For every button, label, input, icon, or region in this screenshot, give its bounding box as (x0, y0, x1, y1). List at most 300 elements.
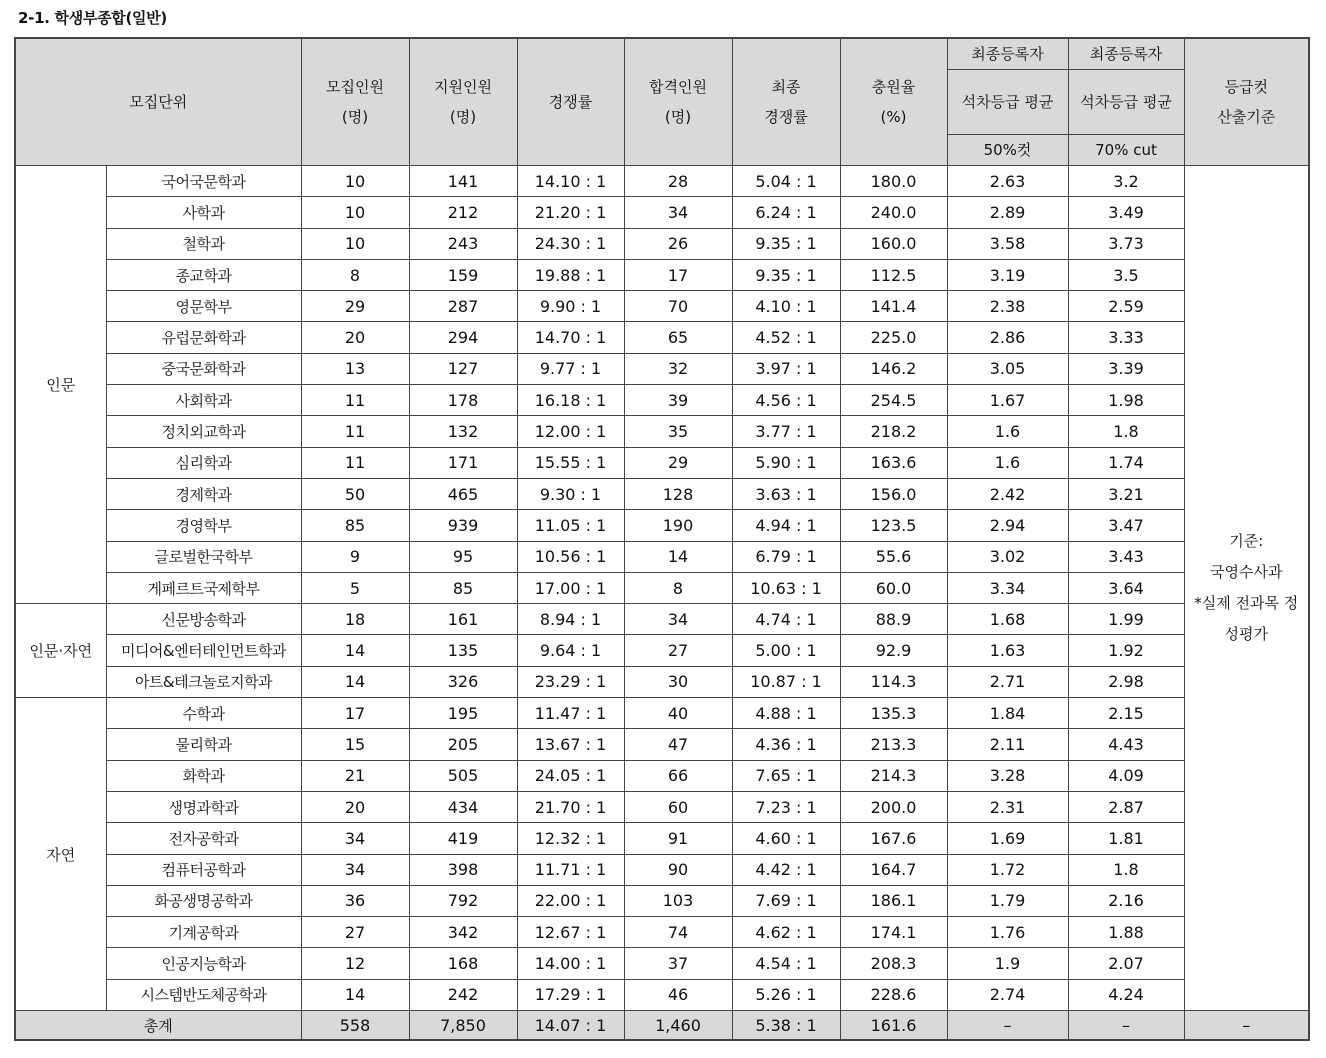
table-row (15, 917, 1309, 948)
table-cell: 4.24 (1068, 979, 1184, 1010)
table-cell: 4.10 : 1 (732, 291, 840, 322)
table-cell: 213.3 (840, 729, 947, 760)
table-cell: 95 (409, 541, 517, 572)
admissions-table (14, 37, 1310, 1041)
table-cell: 17.29 : 1 (517, 979, 624, 1010)
table-cell: 20 (301, 791, 409, 822)
department-name: 종교학과 (106, 259, 301, 290)
table-cell: 294 (409, 322, 517, 353)
department-name: 신문방송학과 (106, 604, 301, 635)
table-cell: 14.70 : 1 (517, 322, 624, 353)
table-cell: 3.39 (1068, 353, 1184, 384)
table-cell: 205 (409, 729, 517, 760)
table-cell: 1.84 (947, 698, 1068, 729)
table-row (15, 197, 1309, 228)
table-cell: 1.88 (1068, 917, 1184, 948)
department-name: 사학과 (106, 197, 301, 228)
table-cell: 1.81 (1068, 823, 1184, 854)
department-name: 아트&테크놀로지학과 (106, 666, 301, 697)
department-name: 국어국문학과 (106, 166, 301, 197)
table-cell: 40 (624, 698, 732, 729)
table-cell: 287 (409, 291, 517, 322)
table-cell: 1.98 (1068, 385, 1184, 416)
department-name: 게페르트국제학부 (106, 572, 301, 603)
table-cell: 465 (409, 478, 517, 509)
header-reg50-bot: 50%컷 (947, 135, 1068, 166)
total-cell: 14.07 : 1 (517, 1011, 624, 1041)
table-cell: 2.98 (1068, 666, 1184, 697)
department-name: 인공지능학과 (106, 948, 301, 979)
table-cell: 240.0 (840, 197, 947, 228)
table-cell: 2.74 (947, 979, 1068, 1010)
table-cell: 21 (301, 760, 409, 791)
table-cell: 14.10 : 1 (517, 166, 624, 197)
table-cell: 21.70 : 1 (517, 791, 624, 822)
table-cell: 3.73 (1068, 228, 1184, 259)
department-name: 화학과 (106, 760, 301, 791)
table-row (15, 666, 1309, 697)
table-cell: 6.24 : 1 (732, 197, 840, 228)
table-cell: 3.28 (947, 760, 1068, 791)
table-cell: 46 (624, 979, 732, 1010)
table-cell: 29 (624, 447, 732, 478)
table-row (15, 885, 1309, 916)
table-cell: 66 (624, 760, 732, 791)
table-cell: 3.77 : 1 (732, 416, 840, 447)
table-cell: 146.2 (840, 353, 947, 384)
table-cell: 2.31 (947, 791, 1068, 822)
department-name: 심리학과 (106, 447, 301, 478)
total-label: 총계 (15, 1011, 301, 1041)
table-cell: 123.5 (840, 510, 947, 541)
table-cell: 1.69 (947, 823, 1068, 854)
table-cell: 2.38 (947, 291, 1068, 322)
total-cell: – (1184, 1011, 1309, 1041)
table-cell: 12.32 : 1 (517, 823, 624, 854)
table-cell: 39 (624, 385, 732, 416)
table-cell: 14 (301, 666, 409, 697)
department-name: 화공생명공학과 (106, 885, 301, 916)
table-cell: 103 (624, 885, 732, 916)
table-cell: 9.30 : 1 (517, 478, 624, 509)
header-reg50-mid: 석차등급 평균 (947, 70, 1068, 135)
table-cell: 156.0 (840, 478, 947, 509)
table-cell: 2.89 (947, 197, 1068, 228)
table-cell: 85 (409, 572, 517, 603)
table-cell: 128 (624, 478, 732, 509)
table-cell: 17 (624, 259, 732, 290)
total-cell: 5.38 : 1 (732, 1011, 840, 1041)
table-cell: 12.00 : 1 (517, 416, 624, 447)
table-cell: 342 (409, 917, 517, 948)
table-cell: 3.05 (947, 353, 1068, 384)
table-cell: 7.65 : 1 (732, 760, 840, 791)
table-cell: 36 (301, 885, 409, 916)
table-cell: 190 (624, 510, 732, 541)
table-cell: 20 (301, 322, 409, 353)
table-cell: 74 (624, 917, 732, 948)
department-name: 경영학부 (106, 510, 301, 541)
table-cell: 3.97 : 1 (732, 353, 840, 384)
table-row (15, 948, 1309, 979)
table-cell: 5 (301, 572, 409, 603)
table-cell: 114.3 (840, 666, 947, 697)
table-cell: 326 (409, 666, 517, 697)
table-cell: 17.00 : 1 (517, 572, 624, 603)
table-cell: 17 (301, 698, 409, 729)
table-cell: 4.43 (1068, 729, 1184, 760)
table-cell: 2.16 (1068, 885, 1184, 916)
table-cell: 37 (624, 948, 732, 979)
table-cell: 2.07 (1068, 948, 1184, 979)
table-cell: 2.94 (947, 510, 1068, 541)
table-cell: 10 (301, 197, 409, 228)
department-name: 기계공학과 (106, 917, 301, 948)
table-cell: 8 (624, 572, 732, 603)
table-cell: 1.67 (947, 385, 1068, 416)
group-label: 인문·자연 (15, 604, 106, 698)
table-cell: 200.0 (840, 791, 947, 822)
table-cell: 5.04 : 1 (732, 166, 840, 197)
table-cell: 127 (409, 353, 517, 384)
table-cell: 1.79 (947, 885, 1068, 916)
table-cell: 939 (409, 510, 517, 541)
table-cell: 8.94 : 1 (517, 604, 624, 635)
table-cell: 10 (301, 228, 409, 259)
table-cell: 8 (301, 259, 409, 290)
table-cell: 14 (624, 541, 732, 572)
table-row (15, 510, 1309, 541)
table-cell: 505 (409, 760, 517, 791)
table-cell: 3.64 (1068, 572, 1184, 603)
table-cell: 34 (624, 197, 732, 228)
department-name: 글로벌한국학부 (106, 541, 301, 572)
table-cell: 15 (301, 729, 409, 760)
table-cell: 4.42 : 1 (732, 854, 840, 885)
table-cell: 1.74 (1068, 447, 1184, 478)
table-cell: 2.11 (947, 729, 1068, 760)
table-cell: 4.60 : 1 (732, 823, 840, 854)
table-cell: 12 (301, 948, 409, 979)
page-title: 2-1. 학생부종합(일반) (18, 9, 167, 27)
table-cell: 10.87 : 1 (732, 666, 840, 697)
table-cell: 9.90 : 1 (517, 291, 624, 322)
table-cell: 4.52 : 1 (732, 322, 840, 353)
total-cell: 161.6 (840, 1011, 947, 1041)
table-cell: 112.5 (840, 259, 947, 290)
table-cell: 1.6 (947, 447, 1068, 478)
table-cell: 168 (409, 948, 517, 979)
table-cell: 11 (301, 447, 409, 478)
table-cell: 1.92 (1068, 635, 1184, 666)
department-name: 미디어&엔터테인먼트학과 (106, 635, 301, 666)
table-cell: 55.6 (840, 541, 947, 572)
table-cell: 3.2 (1068, 166, 1184, 197)
table-cell: 174.1 (840, 917, 947, 948)
table-cell: 26 (624, 228, 732, 259)
table-cell: 1.99 (1068, 604, 1184, 635)
table-cell: 7.23 : 1 (732, 791, 840, 822)
table-row (15, 979, 1309, 1010)
total-cell: – (947, 1011, 1068, 1041)
table-cell: 208.3 (840, 948, 947, 979)
table-cell: 141.4 (840, 291, 947, 322)
table-cell: 792 (409, 885, 517, 916)
table-row (15, 166, 1309, 197)
table-cell: 4.88 : 1 (732, 698, 840, 729)
table-row (15, 698, 1309, 729)
table-row (15, 478, 1309, 509)
table-cell: 212 (409, 197, 517, 228)
table-cell: 85 (301, 510, 409, 541)
group-label: 인문 (15, 166, 106, 604)
table-cell: 4.36 : 1 (732, 729, 840, 760)
table-cell: 7.69 : 1 (732, 885, 840, 916)
table-cell: 9.35 : 1 (732, 259, 840, 290)
table-cell: 1.9 (947, 948, 1068, 979)
table-row (15, 729, 1309, 760)
table-cell: 9.77 : 1 (517, 353, 624, 384)
table-row (15, 604, 1309, 635)
table-cell: 3.5 (1068, 259, 1184, 290)
table-cell: 3.33 (1068, 322, 1184, 353)
header-fill-rate: 충원율 (%) (840, 38, 947, 166)
table-cell: 11.71 : 1 (517, 854, 624, 885)
table-cell: 70 (624, 291, 732, 322)
table-cell: 28 (624, 166, 732, 197)
table-cell: 91 (624, 823, 732, 854)
department-name: 철학과 (106, 228, 301, 259)
table-cell: 14 (301, 635, 409, 666)
table-cell: 3.34 (947, 572, 1068, 603)
table-cell: 22.00 : 1 (517, 885, 624, 916)
header-applicants: 지원인원 (명) (409, 38, 517, 166)
table-cell: 4.74 : 1 (732, 604, 840, 635)
table-cell: 254.5 (840, 385, 947, 416)
table-cell: 12.67 : 1 (517, 917, 624, 948)
table-row (15, 353, 1309, 384)
table-cell: 135 (409, 635, 517, 666)
table-cell: 4.62 : 1 (732, 917, 840, 948)
table-cell: 5.26 : 1 (732, 979, 840, 1010)
header-reg70-top: 최종등록자 (1068, 38, 1184, 70)
table-cell: 14.00 : 1 (517, 948, 624, 979)
table-body (15, 166, 1309, 1041)
table-cell: 243 (409, 228, 517, 259)
department-name: 중국문화학과 (106, 353, 301, 384)
department-name: 유럽문화학과 (106, 322, 301, 353)
table-row (15, 760, 1309, 791)
table-cell: 2.71 (947, 666, 1068, 697)
table-cell: 2.86 (947, 322, 1068, 353)
department-name: 수학과 (106, 698, 301, 729)
table-row (15, 572, 1309, 603)
table-cell: 9 (301, 541, 409, 572)
table-header (15, 38, 1309, 166)
header-unit: 모집단위 (15, 38, 301, 166)
table-row (15, 791, 1309, 822)
total-row (15, 1011, 1309, 1041)
table-cell: 4.09 (1068, 760, 1184, 791)
table-cell: 1.76 (947, 917, 1068, 948)
table-cell: 2.63 (947, 166, 1068, 197)
header-reg50-top: 최종등록자 (947, 38, 1068, 70)
table-cell: 3.02 (947, 541, 1068, 572)
table-cell: 24.05 : 1 (517, 760, 624, 791)
department-name: 사회학과 (106, 385, 301, 416)
table-cell: 2.42 (947, 478, 1068, 509)
table-cell: 3.49 (1068, 197, 1184, 228)
header-final-ratio: 최종 경쟁률 (732, 38, 840, 166)
table-cell: 3.19 (947, 259, 1068, 290)
table-cell: 1.72 (947, 854, 1068, 885)
table-row (15, 259, 1309, 290)
table-cell: 88.9 (840, 604, 947, 635)
table-cell: 135.3 (840, 698, 947, 729)
table-cell: 9.35 : 1 (732, 228, 840, 259)
table-row (15, 635, 1309, 666)
table-cell: 163.6 (840, 447, 947, 478)
table-cell: 34 (624, 604, 732, 635)
table-row (15, 228, 1309, 259)
table-cell: 5.90 : 1 (732, 447, 840, 478)
table-cell: 2.87 (1068, 791, 1184, 822)
table-cell: 242 (409, 979, 517, 1010)
table-cell: 218.2 (840, 416, 947, 447)
header-reg70-bot: 70% cut (1068, 135, 1184, 166)
department-name: 컴퓨터공학과 (106, 854, 301, 885)
table-cell: 60 (624, 791, 732, 822)
table-cell: 21.20 : 1 (517, 197, 624, 228)
table-cell: 6.79 : 1 (732, 541, 840, 572)
table-cell: 65 (624, 322, 732, 353)
table-cell: 13 (301, 353, 409, 384)
department-name: 전자공학과 (106, 823, 301, 854)
table-row (15, 447, 1309, 478)
table-cell: 160.0 (840, 228, 947, 259)
table-cell: 3.21 (1068, 478, 1184, 509)
table-cell: 132 (409, 416, 517, 447)
table-cell: 10.56 : 1 (517, 541, 624, 572)
table-cell: 164.7 (840, 854, 947, 885)
table-cell: 5.00 : 1 (732, 635, 840, 666)
table-cell: 3.58 (947, 228, 1068, 259)
table-cell: 15.55 : 1 (517, 447, 624, 478)
table-cell: 27 (624, 635, 732, 666)
total-cell: – (1068, 1011, 1184, 1041)
table-cell: 1.6 (947, 416, 1068, 447)
department-name: 경제학과 (106, 478, 301, 509)
table-cell: 11 (301, 416, 409, 447)
table-cell: 1.8 (1068, 854, 1184, 885)
table-row (15, 416, 1309, 447)
table-cell: 178 (409, 385, 517, 416)
table-cell: 10.63 : 1 (732, 572, 840, 603)
table-cell: 27 (301, 917, 409, 948)
table-cell: 1.8 (1068, 416, 1184, 447)
table-cell: 35 (624, 416, 732, 447)
table-cell: 92.9 (840, 635, 947, 666)
table-cell: 214.3 (840, 760, 947, 791)
table-cell: 141 (409, 166, 517, 197)
table-cell: 398 (409, 854, 517, 885)
table-row (15, 541, 1309, 572)
header-reg70-mid: 석차등급 평균 (1068, 70, 1184, 135)
header-quota: 모집인원 (명) (301, 38, 409, 166)
table-cell: 2.15 (1068, 698, 1184, 729)
table-cell: 50 (301, 478, 409, 509)
table-cell: 3.43 (1068, 541, 1184, 572)
table-cell: 4.56 : 1 (732, 385, 840, 416)
table-cell: 60.0 (840, 572, 947, 603)
table-cell: 161 (409, 604, 517, 635)
total-cell: 7,850 (409, 1011, 517, 1041)
table-cell: 1.63 (947, 635, 1068, 666)
table-cell: 419 (409, 823, 517, 854)
table-row (15, 854, 1309, 885)
table-cell: 11.47 : 1 (517, 698, 624, 729)
table-cell: 23.29 : 1 (517, 666, 624, 697)
table-cell: 2.59 (1068, 291, 1184, 322)
table-cell: 9.64 : 1 (517, 635, 624, 666)
table-cell: 29 (301, 291, 409, 322)
basis-note: 기준: 국영수사과 *실제 전과목 정 성평가 (1184, 166, 1309, 1011)
table-cell: 3.63 : 1 (732, 478, 840, 509)
table-cell: 10 (301, 166, 409, 197)
header-ratio: 경쟁률 (517, 38, 624, 166)
table-cell: 4.94 : 1 (732, 510, 840, 541)
header-admitted: 합격인원 (명) (624, 38, 732, 166)
table-cell: 34 (301, 854, 409, 885)
department-name: 시스템반도체공학과 (106, 979, 301, 1010)
total-cell: 1,460 (624, 1011, 732, 1041)
table-cell: 1.68 (947, 604, 1068, 635)
table-cell: 434 (409, 791, 517, 822)
table-cell: 19.88 : 1 (517, 259, 624, 290)
department-name: 정치외교학과 (106, 416, 301, 447)
table-cell: 195 (409, 698, 517, 729)
department-name: 생명과학과 (106, 791, 301, 822)
table-cell: 186.1 (840, 885, 947, 916)
table-cell: 225.0 (840, 322, 947, 353)
department-name: 물리학과 (106, 729, 301, 760)
table-cell: 180.0 (840, 166, 947, 197)
table-cell: 18 (301, 604, 409, 635)
table-cell: 228.6 (840, 979, 947, 1010)
table-cell: 3.47 (1068, 510, 1184, 541)
table-row (15, 385, 1309, 416)
table-cell: 11.05 : 1 (517, 510, 624, 541)
table-cell: 159 (409, 259, 517, 290)
table-cell: 30 (624, 666, 732, 697)
department-name: 영문학부 (106, 291, 301, 322)
table-cell: 34 (301, 823, 409, 854)
group-label: 자연 (15, 698, 106, 1011)
table-cell: 47 (624, 729, 732, 760)
table-cell: 24.30 : 1 (517, 228, 624, 259)
table-row (15, 291, 1309, 322)
table-cell: 14 (301, 979, 409, 1010)
table-cell: 171 (409, 447, 517, 478)
table-cell: 32 (624, 353, 732, 384)
table-row (15, 823, 1309, 854)
table-cell: 13.67 : 1 (517, 729, 624, 760)
total-cell: 558 (301, 1011, 409, 1041)
table-row (15, 322, 1309, 353)
table-cell: 167.6 (840, 823, 947, 854)
table-cell: 4.54 : 1 (732, 948, 840, 979)
table-cell: 16.18 : 1 (517, 385, 624, 416)
